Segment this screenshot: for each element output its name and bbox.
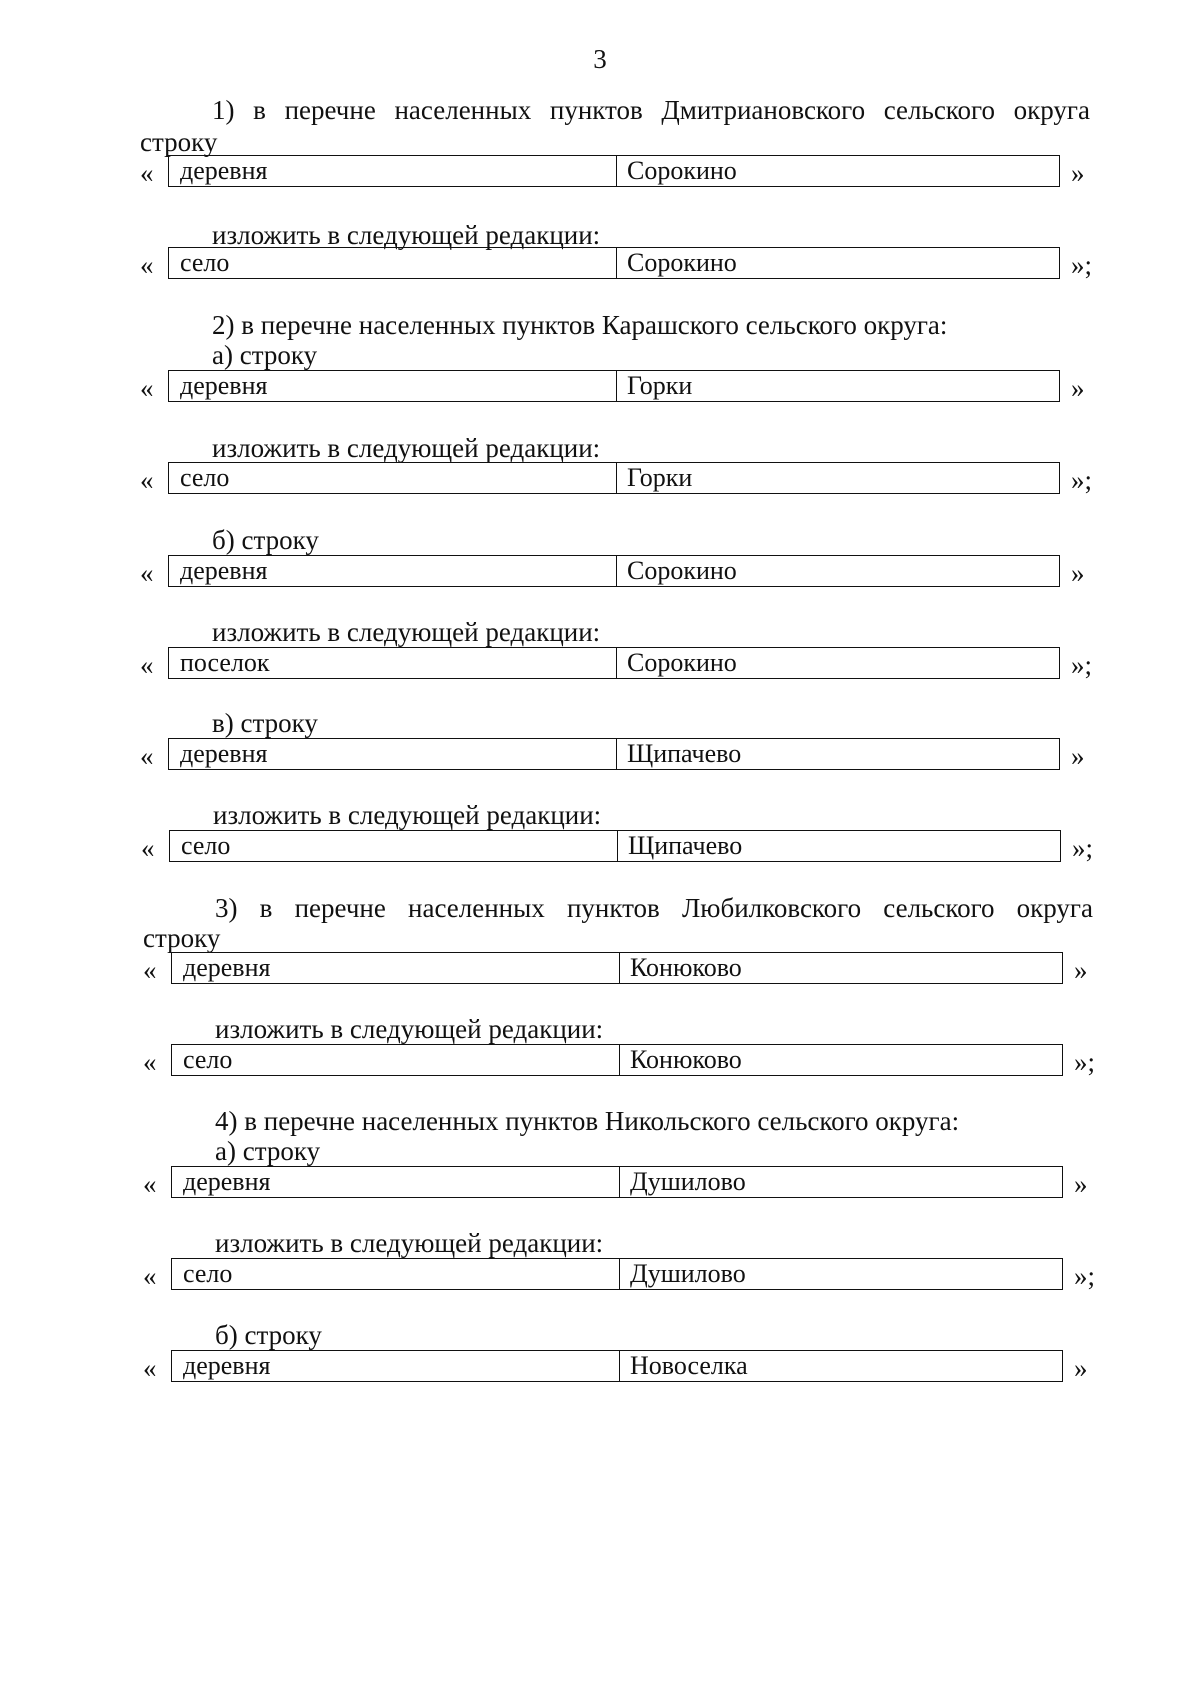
- settlement-name-cell: Горки: [627, 371, 693, 400]
- closing-quote: »: [1074, 955, 1088, 985]
- paragraph: строку: [143, 923, 221, 953]
- settlement-table-row: [141, 830, 1101, 866]
- paragraph: строку: [140, 127, 218, 157]
- opening-quote: «: [140, 373, 154, 403]
- settlement-table: [171, 1258, 1063, 1290]
- settlement-table: [171, 1044, 1063, 1076]
- opening-quote: «: [140, 650, 154, 680]
- paragraph-word: в: [259, 893, 273, 923]
- settlement-table-row: [143, 1350, 1103, 1386]
- opening-quote: «: [143, 1047, 157, 1077]
- settlement-table-row: [140, 155, 1100, 191]
- opening-quote: «: [140, 465, 154, 495]
- closing-quote: »;: [1071, 250, 1093, 280]
- paragraph-word: округа: [1016, 893, 1093, 923]
- settlement-table-row: [143, 952, 1103, 988]
- opening-quote: «: [140, 558, 154, 588]
- settlement-table-row: [140, 738, 1100, 774]
- closing-quote: »;: [1071, 465, 1093, 495]
- closing-quote: »: [1071, 158, 1085, 188]
- opening-quote: «: [143, 1353, 157, 1383]
- paragraph-word: 3): [215, 893, 238, 923]
- closing-quote: »;: [1074, 1047, 1096, 1077]
- closing-quote: »: [1074, 1169, 1088, 1199]
- paragraph: а) строку: [215, 1136, 321, 1166]
- settlement-name-cell: Сорокино: [627, 248, 737, 277]
- settlement-name-cell: Душилово: [630, 1167, 746, 1196]
- settlement-type-cell: село: [172, 1259, 620, 1289]
- settlement-type-cell: село: [172, 1045, 620, 1075]
- settlement-type-cell: деревня: [169, 371, 617, 401]
- settlement-type-cell: деревня: [172, 953, 620, 983]
- closing-quote: »: [1071, 741, 1085, 771]
- settlement-table: [168, 155, 1060, 187]
- paragraph-word: перечне: [294, 893, 386, 923]
- settlement-name-cell: Щипачево: [627, 739, 742, 768]
- settlement-name-cell: Сорокино: [627, 556, 737, 585]
- paragraph: изложить в следующей редакции:: [215, 1228, 604, 1258]
- paragraph: изложить в следующей редакции:: [212, 433, 601, 463]
- closing-quote: »;: [1072, 833, 1094, 863]
- settlement-type-cell: деревня: [169, 556, 617, 586]
- settlement-table-row: [143, 1258, 1103, 1294]
- settlement-table: [168, 738, 1060, 770]
- settlement-table: [171, 1166, 1063, 1198]
- settlement-name-cell: Щипачево: [628, 831, 743, 860]
- opening-quote: «: [143, 955, 157, 985]
- settlement-type-cell: деревня: [169, 156, 617, 186]
- settlement-name-cell: Новоселка: [630, 1351, 748, 1380]
- settlement-table-row: [140, 370, 1100, 406]
- paragraph-word: в: [253, 95, 266, 125]
- settlement-table: [168, 370, 1060, 402]
- settlement-type-cell: поселок: [169, 648, 617, 678]
- settlement-type-cell: село: [169, 463, 617, 493]
- settlement-table: [168, 462, 1060, 494]
- settlement-table-row: [140, 247, 1100, 283]
- settlement-table-row: [140, 647, 1100, 683]
- page-number: 3: [593, 44, 607, 74]
- settlement-table-row: [143, 1044, 1103, 1080]
- settlement-name-cell: Сорокино: [627, 648, 737, 677]
- settlement-table: [168, 647, 1060, 679]
- paragraph: а) строку: [212, 340, 318, 370]
- paragraph: б) строку: [212, 525, 319, 555]
- settlement-table-row: [143, 1166, 1103, 1202]
- closing-quote: »: [1071, 558, 1085, 588]
- closing-quote: »;: [1071, 650, 1093, 680]
- paragraph-word: 1): [212, 95, 235, 125]
- settlement-name-cell: Горки: [627, 463, 693, 492]
- paragraph: 2) в перечне населенных пунктов Карашского сельского округа:: [212, 310, 948, 340]
- opening-quote: «: [140, 158, 154, 188]
- settlement-type-cell: деревня: [172, 1351, 620, 1381]
- settlement-name-cell: Душилово: [630, 1259, 746, 1288]
- settlement-type-cell: село: [169, 248, 617, 278]
- closing-quote: »;: [1074, 1261, 1096, 1291]
- paragraph: 4) в перечне населенных пунктов Никольского сельского округа:: [215, 1106, 960, 1136]
- paragraph-word: перечне: [284, 95, 376, 125]
- paragraph-word: пунктов: [549, 95, 643, 125]
- settlement-type-cell: село: [170, 831, 618, 861]
- paragraph: в) строку: [212, 708, 318, 738]
- paragraph-word: Любилковского: [681, 893, 862, 923]
- paragraph-word: сельского: [883, 893, 995, 923]
- opening-quote: «: [140, 741, 154, 771]
- paragraph-word: сельского: [883, 95, 995, 125]
- paragraph: изложить в следующей редакции:: [213, 800, 602, 830]
- paragraph-word: пунктов: [566, 893, 660, 923]
- paragraph-word: населенных: [408, 893, 545, 923]
- settlement-table-row: [140, 462, 1100, 498]
- closing-quote: »: [1074, 1353, 1088, 1383]
- opening-quote: «: [141, 833, 155, 863]
- paragraph-word: Дмитриановского: [661, 95, 866, 125]
- paragraph: изложить в следующей редакции:: [215, 1014, 604, 1044]
- opening-quote: «: [140, 250, 154, 280]
- settlement-table-row: [140, 555, 1100, 591]
- settlement-type-cell: деревня: [169, 739, 617, 769]
- paragraph-word: населенных: [394, 95, 532, 125]
- paragraph: б) строку: [215, 1320, 322, 1350]
- settlement-table: [171, 1350, 1063, 1382]
- opening-quote: «: [143, 1261, 157, 1291]
- paragraph: изложить в следующей редакции:: [212, 617, 601, 647]
- paragraph: [212, 95, 1090, 125]
- settlement-name-cell: Конюково: [630, 1045, 742, 1074]
- paragraph: [215, 893, 1093, 923]
- opening-quote: «: [143, 1169, 157, 1199]
- settlement-name-cell: Сорокино: [627, 156, 737, 185]
- settlement-table: [171, 952, 1063, 984]
- paragraph-word: округа: [1013, 95, 1090, 125]
- settlement-table: [168, 555, 1060, 587]
- closing-quote: »: [1071, 373, 1085, 403]
- settlement-table: [168, 247, 1060, 279]
- settlement-type-cell: деревня: [172, 1167, 620, 1197]
- settlement-name-cell: Конюково: [630, 953, 742, 982]
- paragraph: изложить в следующей редакции:: [212, 220, 601, 250]
- settlement-table: [169, 830, 1061, 862]
